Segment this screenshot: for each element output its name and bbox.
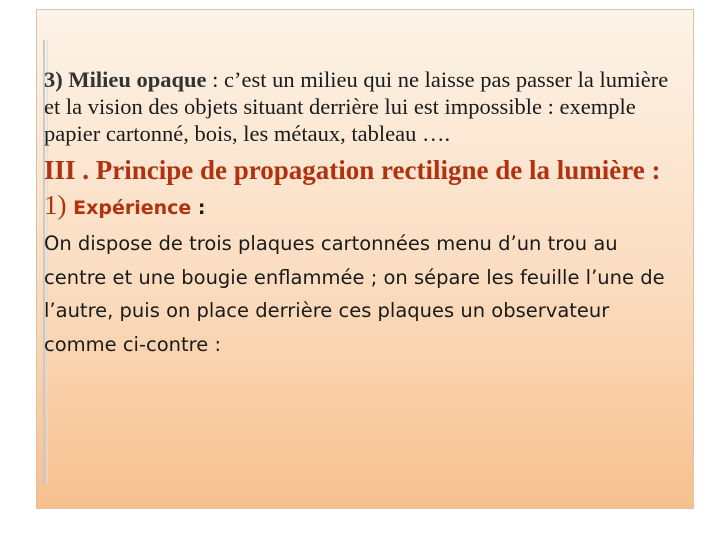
experience-colon: : (191, 197, 206, 219)
slide-content (44, 66, 684, 361)
experience-label: Expérience (66, 197, 192, 219)
experiment-description: On dispose de trois plaques cartonnées menu d’un trou au centre et une bougie enflammée ; on sépare les feuille l’une de l’autre, puis on place derrière ces plaques un observateur comme ci-contre : (44, 232, 665, 356)
experience-subheading (44, 190, 684, 225)
opaque-medium-term: 3) Milieu opaque (44, 67, 207, 92)
opaque-medium-paragraph (44, 66, 684, 147)
section-heading: III . Principe de propagation rectiligne de la lumière : (44, 155, 661, 185)
opaque-medium-definition: : c’est un milieu qui ne laisse pas passer la lumière et la vision des objets situant derrière lui est impossible : exemple papier cartonné, bois, les métaux, tableau …. (44, 67, 669, 146)
experience-number: 1) (44, 190, 67, 220)
